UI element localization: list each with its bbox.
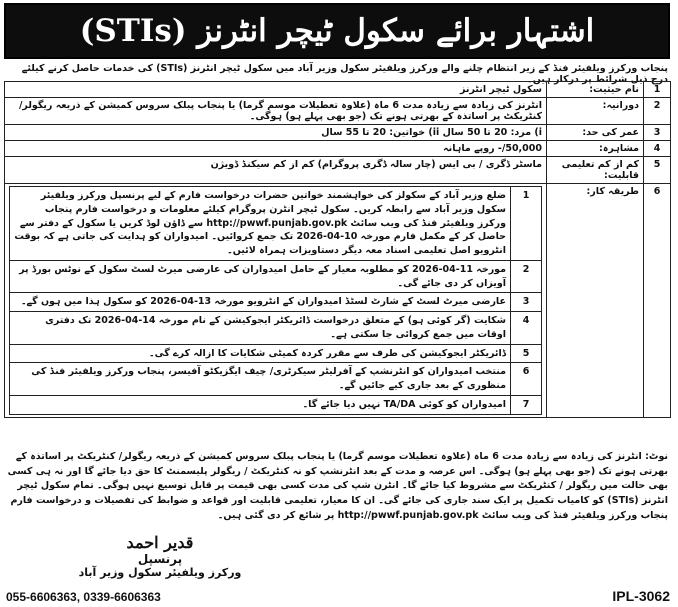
item-text: امیدواران کو کوئی TA/DA نہیں دیا جائے گا۔ — [10, 395, 511, 414]
item-text: منتخب امیدواران کو انٹرنشپ کے آفرلیٹر سیکرٹری/ چیف ایگزیکٹو آفیسر، پنجاب ورکرز ویلفیئر فنڈ کی منظوری کے بعد جاری کیے جائیں گے۔ — [10, 363, 511, 396]
row-number: 1 — [644, 82, 671, 98]
item-number: 3 — [511, 293, 542, 312]
signatory-designation: پرنسپل — [137, 552, 183, 566]
item-number: 6 — [511, 363, 542, 396]
item-text: شکایت (گر کوئی ہو) کے متعلق درخواست ڈائریکٹر ایجوکیشن کے نام مورخہ 14-04-2026 تک دفتری اوقات میں جمع کروائی جا سکتی ہے۔ — [10, 312, 511, 345]
table-row — [5, 141, 671, 157]
row-number: 6 — [644, 184, 671, 418]
table-row — [5, 157, 671, 184]
table-row — [5, 125, 671, 141]
item-number: 2 — [511, 260, 542, 293]
item-number: 4 — [511, 312, 542, 345]
contact-phones: 055-6606363, 0339-6606363 — [6, 590, 161, 604]
row-number: 3 — [644, 125, 671, 141]
intro-paragraph: پنجاب ورکرز ویلفیئر فنڈ کے زیر انتظام چلنے والے ورکرز ویلفیئر سکول وزیر آباد میں سکول ٹیچر انٹرنز (STIs) کی خدمات حاصل کرنے کیلئے درج ذیل شرائط پر درکار ہیں۔ — [21, 63, 668, 85]
row-number: 5 — [644, 157, 671, 184]
item-number: 7 — [511, 395, 542, 414]
row-label: عمر کی حد: — [547, 125, 644, 141]
list-item — [10, 395, 542, 414]
ipl-number: IPL-3062 — [612, 588, 670, 604]
list-item — [10, 293, 542, 312]
item-text: عارضی میرٹ لسٹ کے شارٹ لسٹڈ امیدواران کے انٹرویو مورخہ 13-04-2026 کو سکول ہذا میں ہوں گے۔ — [10, 293, 511, 312]
row-label: دورانیہ: — [547, 98, 644, 125]
table-row — [5, 184, 671, 418]
item-text: ضلع وزیر آباد کے سکولز کی خواہشمند خواتین حضرات درخواست فارم کے لیے پرنسپل ورکرز ویلفیئر سکول وزیر آباد سے رابطہ کریں۔ سکول ٹیچر انٹرن پروگرام کیلئے معلومات و درخواست فارم پنجاب ورکرز ویلفیئر فنڈ کی ویب سائٹ http://pwwf.punjab.gov.pk سے ڈاؤن لوڈ کریں یا سکول کے دفتر سے حاصل کر کے مکمل فارم مورخہ 10-04-2026 تک جمع کروائیں۔ امیدواران کو ہدایت کی جاتی ہے کہ بوقت انٹرویو اصل تعلیمی اسناد معہ دیگر دستاویزات ہمراہ لائیں۔ — [10, 187, 511, 261]
details-table — [4, 81, 671, 418]
list-item — [10, 260, 542, 293]
table-row — [5, 82, 671, 98]
item-text: ڈائریکٹر ایجوکیشن کی طرف سے مقرر کردہ کمیٹی شکایات کا ازالہ کرے گی۔ — [10, 344, 511, 363]
row-label: طریقہ کار: — [547, 184, 644, 418]
table-row — [5, 98, 671, 125]
signatory-name: قدیر احمد — [126, 533, 194, 552]
note-paragraph: نوٹ: انٹرنز کی زیادہ سے زیادہ مدت 6 ماہ (علاوہ تعطیلات موسم گرما) یا پنجاب پبلک سروس کمیشن کے ذریعہ ریگولر/ کنٹریکٹ پر اساتذہ کے بھرتی ہونے تک (جو بھی پہلے ہو) ہوگی۔ اس عرصہ و مدت کے بعد انٹرنشپ کو نہ کنٹریکٹ / ریگولر پلیسمنٹ کا حق دیا جائے گا اور نہ ہی کسی بھی حالت میں ریگولر / کنٹریکٹ سے مشروط کیا جائے گا۔ انٹرن شپ کی مدت کسی بھی قیمت پر قابل توسیع نہیں ہوگی۔ تمام سکول ٹیچر انٹرنز (STIs) کو کامیاب تکمیل پر ایک سند جاری کی جائے گی۔ ان کا معیار، تعلیمی قابلیت اور قواعد و ضوابط کی تفصیلات و درخواست فارم پنجاب ورکرز ویلفیئر فنڈ کی ویب سائٹ http://pwwf.punjab.gov.pk پر شائع کر دی گئی ہیں۔ — [7, 451, 668, 521]
list-item — [10, 312, 542, 345]
row-value: انٹرنز کی زیادہ سے زیادہ مدت 6 ماہ (علاوہ تعطیلات موسم گرما) یا پنجاب پبلک سروس کمیشن کے ذریعہ ریگولر/ کنٹریکٹ پر اساتذہ کے بھرتی ہونے تک (جو بھی پہلے ہو) ہوگی۔ — [5, 98, 547, 125]
signature-block — [70, 533, 250, 579]
method-cell — [5, 184, 547, 418]
list-item — [10, 187, 542, 261]
row-number: 4 — [644, 141, 671, 157]
item-number: 5 — [511, 344, 542, 363]
row-label: مشاہرہ: — [547, 141, 644, 157]
list-item — [10, 344, 542, 363]
item-text: مورخہ 11-04-2026 کو مطلوبہ معیار کے حامل امیدواران کی عارضی میرٹ لسٹ سکول کے نوٹس بورڈ پر آویزاں کر دی جائے گی۔ — [10, 260, 511, 293]
row-value: ماسٹر ڈگری / بی ایس (چار سالہ ڈگری پروگرام) کم از کم سیکنڈ ڈویژن — [5, 157, 547, 184]
row-value: 50,000/- روپے ماہانہ — [5, 141, 547, 157]
row-number: 2 — [644, 98, 671, 125]
method-list — [9, 186, 542, 415]
item-number: 1 — [511, 187, 542, 261]
ad-title-banner — [4, 3, 670, 59]
ad-title: اشتہار برائے سکول ٹیچر انٹرنز (STIs) — [79, 13, 595, 49]
row-value: i) مرد: 20 تا 50 سال ii) خواتین: 20 تا 55 سال — [5, 125, 547, 141]
signatory-office: ورکرز ویلفیئر سکول وزیر آباد — [78, 566, 242, 579]
row-label: کم از کم تعلیمی قابلیت: — [547, 157, 644, 184]
row-label: نام حیثیت: — [547, 82, 644, 98]
list-item — [10, 363, 542, 396]
row-value: سکول ٹیچر انٹرنز — [5, 82, 547, 98]
